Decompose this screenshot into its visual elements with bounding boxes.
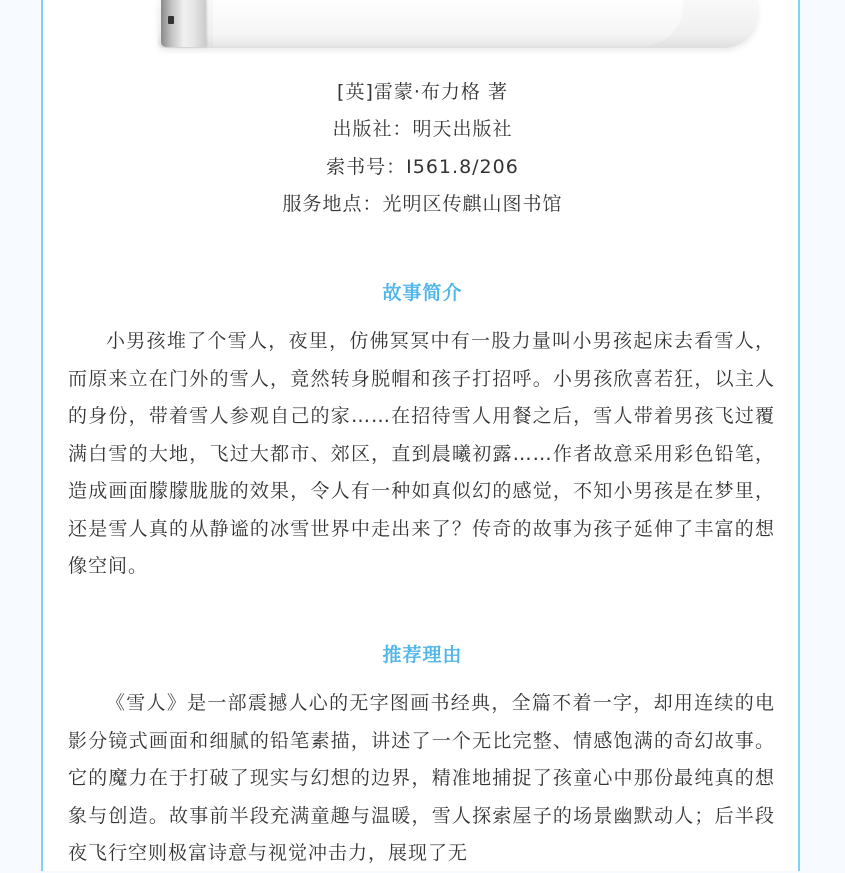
book-publisher: 出版社：明天出版社 <box>332 118 513 140</box>
book-author: [英]雷蒙·布力格 著 <box>337 81 508 103</box>
book-spine-mark <box>168 16 174 24</box>
recommendation-section-title: 推荐理由 <box>382 644 463 666</box>
book-cover-highlight <box>213 0 683 46</box>
story-section-body: 小男孩堆了个雪人，夜里，仿佛冥冥中有一股力量叫小男孩起床去看雪人，而原来立在门外的雪人，竟然转身脱帽和孩子打招呼。小男孩欣喜若狂，以主人的身份，带着雪人参观自己的家……在招待雪人用餐之后，雪人带着男孩飞过覆满白雪的大地，飞过大都市、郊区，直到晨曦初露……作者故意采用彩色铅笔，造成画面朦朦胧胧的效果，令人有一种如真似幻的感觉，不知小男孩是在梦里，还是雪人真的从静谧的冰雪世界中走出来了？传奇的故事为孩子延伸了丰富的想像空间。 <box>68 330 775 577</box>
book-service-location: 服务地点：光明区传麒山图书馆 <box>282 193 563 215</box>
story-section-title: 故事简介 <box>382 282 463 304</box>
recommendation-section-body: 《雪人》是一部震撼人心的无字图画书经典，全篇不着一字，却用连续的电影分镜式画面和细腻的铅笔素描，讲述了一个无比完整、情感饱满的奇幻故事。它的魔力在于打破了现实与幻想的边界，精准地捕捉了孩童心中那份最纯真的想象与创造。故事前半段充满童趣与温暖，雪人探索屋子的场景幽默动人；后半段夜飞行空则极富诗意与视觉冲击力，展现了无 <box>68 692 775 864</box>
book-call-number: 索书号：I561.8/206 <box>326 156 519 178</box>
